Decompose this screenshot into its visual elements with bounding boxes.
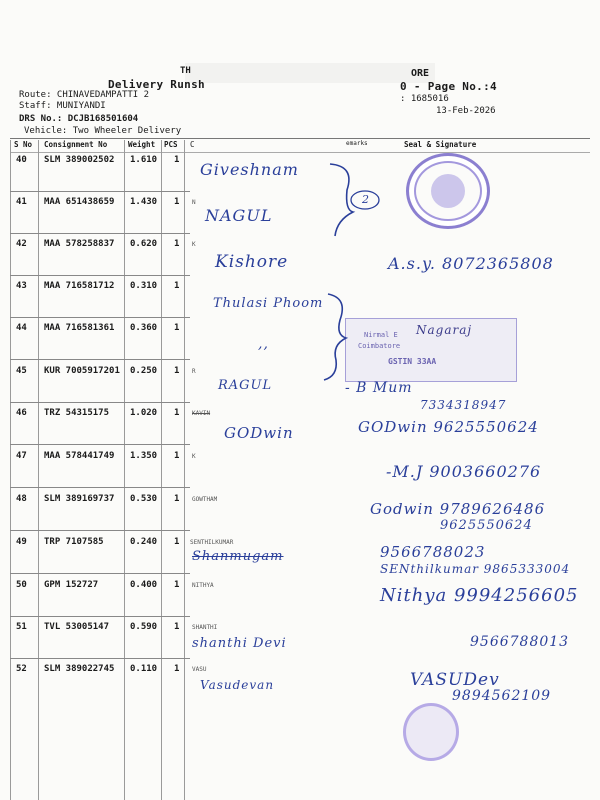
handwriting-r52-signature-2: 9894562109 [452, 688, 552, 704]
col-divider-sno [38, 140, 39, 800]
document-title: Delivery Runsh [108, 78, 205, 91]
row-separator [10, 402, 190, 403]
row-weight: 0.110 [130, 664, 158, 674]
row-sno: 48 [16, 494, 27, 504]
row-separator [10, 573, 190, 574]
row-consignment: TRP 7107585 [44, 537, 104, 547]
row-pcs: 1 [174, 323, 180, 333]
row-separator [10, 616, 190, 617]
stamp2-line2: Coimbatore [358, 342, 401, 350]
row-consignment: MAA 578258837 [44, 239, 115, 249]
row-weight: 0.530 [130, 494, 158, 504]
handwriting-bracket [325, 160, 385, 240]
handwriting-r49-name: Shanmugam [192, 549, 284, 564]
row-sno: 42 [16, 239, 27, 249]
row-weight: 0.590 [130, 622, 158, 632]
drs-number-right: : 1685016 [400, 94, 449, 104]
row-pcs: 1 [174, 580, 180, 590]
handwriting-r49-signature: 9566788023 [380, 543, 486, 561]
handwriting-r50-signature: Nithya 9994256605 [380, 585, 579, 606]
row-separator [10, 191, 190, 192]
row-pcs: 1 [174, 664, 180, 674]
row-consignee: K [192, 453, 196, 460]
row-sno: 49 [16, 537, 27, 547]
header-fragment-top-right: ORE [411, 68, 430, 79]
row-consignee: K [192, 241, 196, 248]
handwriting-r47-signature: -M.J 9003660276 [386, 462, 542, 481]
col-header-seal: Seal & Signature [404, 140, 477, 149]
row-sno: 47 [16, 451, 27, 461]
row-separator [10, 487, 190, 488]
row-separator [10, 444, 190, 445]
row-sno: 52 [16, 664, 27, 674]
header-faded-strip [185, 63, 435, 83]
row-separator [10, 359, 190, 360]
row-pcs: 1 [174, 494, 180, 504]
col-header-pcs: PCS [164, 140, 178, 149]
row-consignee: R [192, 368, 196, 375]
row-sno: 41 [16, 197, 27, 207]
row-consignee: GOWTHAM [192, 496, 218, 503]
handwriting-r51-signature: 9566788013 [470, 634, 570, 650]
row-consignee: VASU [192, 666, 207, 673]
row-weight: 0.360 [130, 323, 158, 333]
row-consignee: SENTHILKUMAR [190, 539, 234, 546]
row-consignment: MAA 651438659 [44, 197, 115, 207]
handwriting-r52-signature: VASUDev [410, 670, 500, 690]
header-date: 13-Feb-2026 [436, 106, 496, 116]
stamp2-line1: Nirmal E [364, 331, 398, 339]
handwriting-r52-name: Vasudevan [200, 678, 275, 692]
row-sno: 51 [16, 622, 27, 632]
row-consignment: MAA 716581712 [44, 281, 115, 291]
company-rectangular-stamp [345, 318, 517, 382]
col-divider-weight [161, 140, 162, 800]
row-separator [10, 530, 190, 531]
row-weight: 0.240 [130, 537, 158, 547]
row-separator [10, 658, 190, 659]
row-separator [10, 275, 190, 276]
handwriting-r45-phone: 7334318947 [420, 398, 507, 412]
handwriting-r40-name: Giveshnam [200, 160, 299, 179]
table-border-left [10, 140, 11, 800]
col-header-sno: S No [14, 140, 33, 149]
row-weight: 1.610 [130, 155, 158, 165]
table-header-rule [10, 152, 590, 153]
row-consignment: MAA 578441749 [44, 451, 115, 461]
handwriting-r48-signature-2: 9625550624 [440, 518, 533, 533]
handwriting-r45-name: RAGUL [218, 378, 273, 393]
stamp2-line3: GSTIN 33AA [388, 357, 437, 366]
row-sno: 40 [16, 155, 27, 165]
handwriting-r48-signature: Godwin 9789626486 [370, 500, 546, 518]
row-consignment: TRZ 54315175 [44, 408, 110, 418]
row-sno: 43 [16, 281, 27, 291]
handwriting-bracket-2 [318, 290, 358, 385]
row-pcs: 1 [174, 622, 180, 632]
row-consignment: SLM 389022745 [44, 664, 115, 674]
row-consignee: SHANTHI [192, 624, 218, 631]
row-weight: 0.400 [130, 580, 158, 590]
handwriting-r41-name: NAGUL [205, 206, 273, 225]
company-round-stamp [406, 153, 490, 229]
handwriting-r42-signature: A.s.y. 8072365808 [388, 254, 554, 273]
vehicle-label: Vehicle: Two Wheeler Delivery [24, 126, 182, 136]
page-number: 0 - Page No.:4 [400, 80, 497, 93]
row-consignment: SLM 389169737 [44, 494, 115, 504]
row-weight: 1.430 [130, 197, 158, 207]
row-pcs: 1 [174, 366, 180, 376]
row-sno: 45 [16, 366, 27, 376]
row-separator [10, 317, 190, 318]
row-consignee: NITHYA [192, 582, 214, 589]
route-label: Route: CHINAVEDAMPATTI 2 [19, 90, 150, 100]
row-pcs: 1 [174, 155, 180, 165]
handwriting-r44-ditto: ,, [258, 336, 269, 352]
row-consignment: GPM 152727 [44, 580, 99, 590]
stamp-emblem [431, 174, 465, 208]
staff-label: Staff: MUNIYANDI [19, 101, 106, 111]
row-consignee: N [192, 199, 196, 206]
row-consignee: KAVIN [192, 410, 211, 417]
row-separator [10, 233, 190, 234]
seal-stamp [403, 703, 459, 761]
row-pcs: 1 [174, 281, 180, 291]
col-divider-pcs [184, 140, 185, 800]
handwriting-r46-signature: GODwin 9625550624 [358, 418, 539, 436]
handwriting-r43-name: Thulasi Phoom [213, 296, 324, 311]
handwriting-r42-name: Kishore [215, 252, 289, 272]
row-consignment: KUR 7005917201 [44, 366, 120, 376]
handwriting-r49-signature-2: SENthilkumar 9865333004 [380, 562, 571, 576]
handwriting-r40-circle: 2 [362, 193, 370, 206]
handwriting-r51-name: shanthi Devi [192, 636, 287, 651]
col-header-consignment: Consignment No [44, 140, 108, 149]
row-sno: 46 [16, 408, 27, 418]
row-pcs: 1 [174, 197, 180, 207]
row-weight: 0.250 [130, 366, 158, 376]
row-weight: 1.020 [130, 408, 158, 418]
row-consignment: SLM 389002502 [44, 155, 115, 165]
col-header-weight: Weight [128, 140, 156, 149]
row-pcs: 1 [174, 239, 180, 249]
col-divider-consignment [124, 140, 125, 800]
header-fragment-top: TH [180, 66, 191, 76]
row-sno: 44 [16, 323, 27, 333]
handwriting-r46-name: GODwin [224, 424, 294, 442]
row-weight: 0.620 [130, 239, 158, 249]
col-header-consignee: C [190, 140, 195, 149]
row-sno: 50 [16, 580, 27, 590]
row-weight: 0.310 [130, 281, 158, 291]
row-pcs: 1 [174, 451, 180, 461]
drs-number: DRS No.: DCJB168501604 [19, 114, 139, 124]
row-pcs: 1 [174, 408, 180, 418]
col-header-remarks: emarks [346, 140, 368, 147]
table-top-rule [10, 138, 590, 139]
row-weight: 1.350 [130, 451, 158, 461]
row-consignment: MAA 716581361 [44, 323, 115, 333]
stamp2-signature: Nagaraj [416, 323, 473, 337]
row-consignment: TVL 53005147 [44, 622, 110, 632]
row-pcs: 1 [174, 537, 180, 547]
handwriting-r45-signature: - B Mum [345, 380, 413, 396]
